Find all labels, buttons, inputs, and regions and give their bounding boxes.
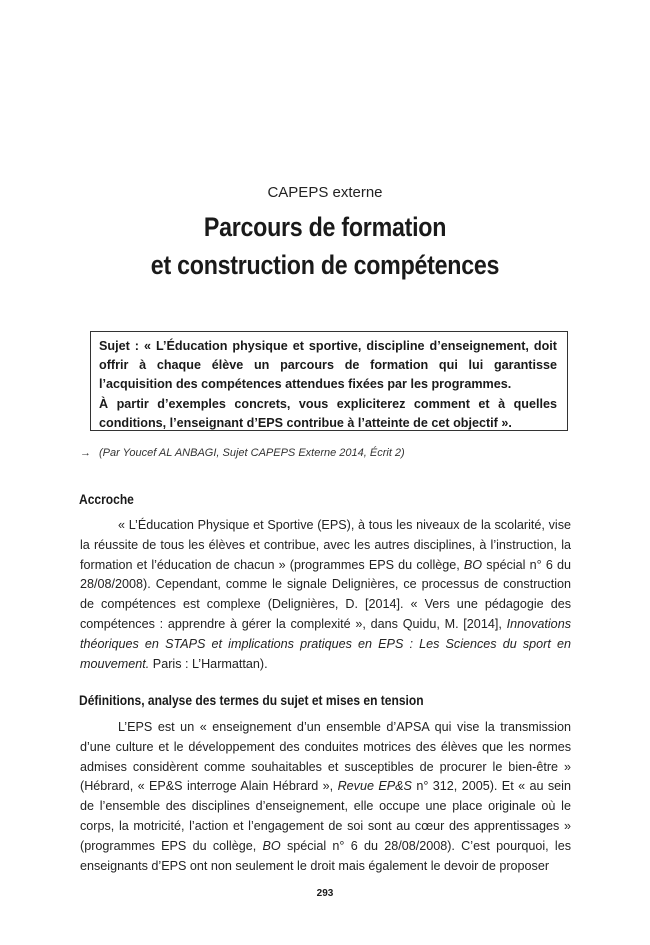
chapter-title-line-2: et construction de compétences bbox=[150, 250, 500, 280]
section-heading-definitions: Définitions, analyse des termes du sujet et mises en tension bbox=[79, 692, 424, 708]
chapter-title bbox=[46, 208, 605, 284]
chapter-kicker: CAPEPS externe bbox=[267, 184, 383, 201]
accroche-paragraph: « L’Éducation Physique et Sportive (EPS), à tous les niveaux de la scolarité, vise la réussite de tous les élèves et contribue, avec les autres disciplines, à l’instruction, la formation et l’éducation de chacun » (programmes EPS du collège, BO spécial n° 6 du 28/08/2008). Cependant, comme le signale Delignières, ce processus de construction de compétences est complexe (Delignières, D. [2014]. « Vers une pédagogie des compétences : apprendre à gérer la complexité », dans Quidu, M. [2014], Innovations théoriques en STAPS et implications pratiques en EPS : Les Sciences du sport en mouvement. Paris : L’Harmattan). bbox=[80, 518, 571, 671]
chapter-title-line-1: Parcours de formation bbox=[203, 212, 447, 242]
subject-instruction: À partir d’exemples concrets, vous expliciterez comment et à quelles conditions, l’enseignant d’EPS contribue à l’atteinte de cet objectif ». bbox=[99, 396, 557, 430]
section-heading-accroche: Accroche bbox=[79, 491, 134, 507]
source-line bbox=[80, 447, 600, 459]
subject-box bbox=[90, 331, 568, 431]
source-citation: (Par Youcef AL ANBAGI, Sujet CAPEPS Externe 2014, Écrit 2) bbox=[99, 447, 405, 459]
subject-statement: Sujet : « L’Éducation physique et sportive, discipline d’enseignement, doit offrir à chaque élève un parcours de formation qui lui garantisse l’acquisition des compétences attendues fixées par les programmes. bbox=[99, 339, 557, 392]
page-number: 293 bbox=[316, 888, 334, 899]
arrow-icon: → bbox=[80, 447, 91, 459]
definitions-paragraph: L’EPS est un « enseignement d’un ensemble d’APSA qui vise la transmission d’une culture et le développement des conduites motrices des élèves que les normes admises considèrent comme souhaitables et susceptibles de procurer le bien-être » (Hébrard, « EP&S interroge Alain Hébrard », Revue EP&S n° 312, 2005). Et « au sein de l’ensemble des disciplines d’enseignement, elle occupe une place originale où le corps, la motricité, l’action et l’engagement de soi sont au cœur des apprentissages » (programmes EPS du collège, BO spécial n° 6 du 28/08/2008). C’est pourquoi, les enseignants d’EPS ont non seulement le droit mais également le devoir de proposer bbox=[80, 720, 571, 873]
